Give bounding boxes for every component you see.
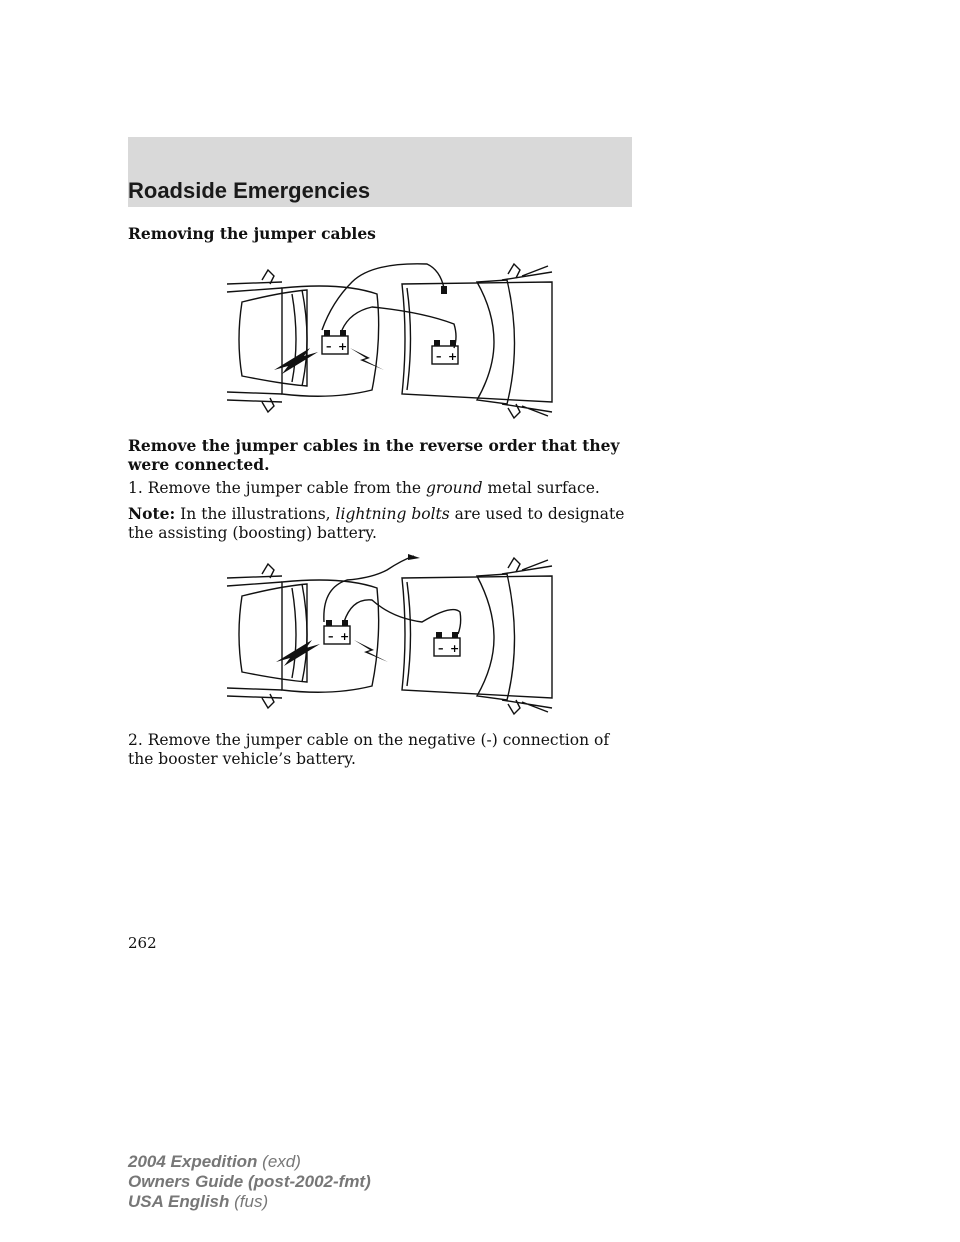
section-title: Roadside Emergencies <box>128 178 371 203</box>
jump-cable-illustration-2 <box>222 548 558 720</box>
battery-minus-label: – <box>436 350 442 363</box>
note-label: Note: <box>128 504 176 523</box>
note-paragraph: Note: In the illustrations, lightning bolts are used to designate the assisting (boosting) battery. <box>128 504 625 542</box>
battery-minus-label: – <box>328 630 334 643</box>
battery-minus-label: – <box>326 340 332 353</box>
battery-plus-label: + <box>340 630 350 643</box>
ground-term: ground <box>426 479 483 497</box>
battery-minus-label: – <box>438 642 444 655</box>
section-header-band <box>128 137 632 207</box>
lightning-bolts-term: lightning bolts <box>335 505 450 523</box>
step-2: 2. Remove the jumper cable on the negative (-) connection of the booster vehicle’s battery. <box>128 731 610 768</box>
document-footer: 2004 Expedition (exd) Owners Guide (post-2002-fmt) USA English (fus) <box>128 1152 371 1211</box>
instruction-intro: Remove the jumper cables in the reverse order that they were connected. <box>128 436 620 474</box>
battery-plus-label: + <box>338 340 348 353</box>
battery-plus-label: + <box>448 350 458 363</box>
step-1: 1. Remove the jumper cable from the ground metal surface. <box>128 479 600 497</box>
battery-plus-label: + <box>450 642 460 655</box>
section-heading: Removing the jumper cables <box>128 224 376 243</box>
page-number: 262 <box>128 934 157 952</box>
jump-cable-illustration-1 <box>222 252 558 422</box>
